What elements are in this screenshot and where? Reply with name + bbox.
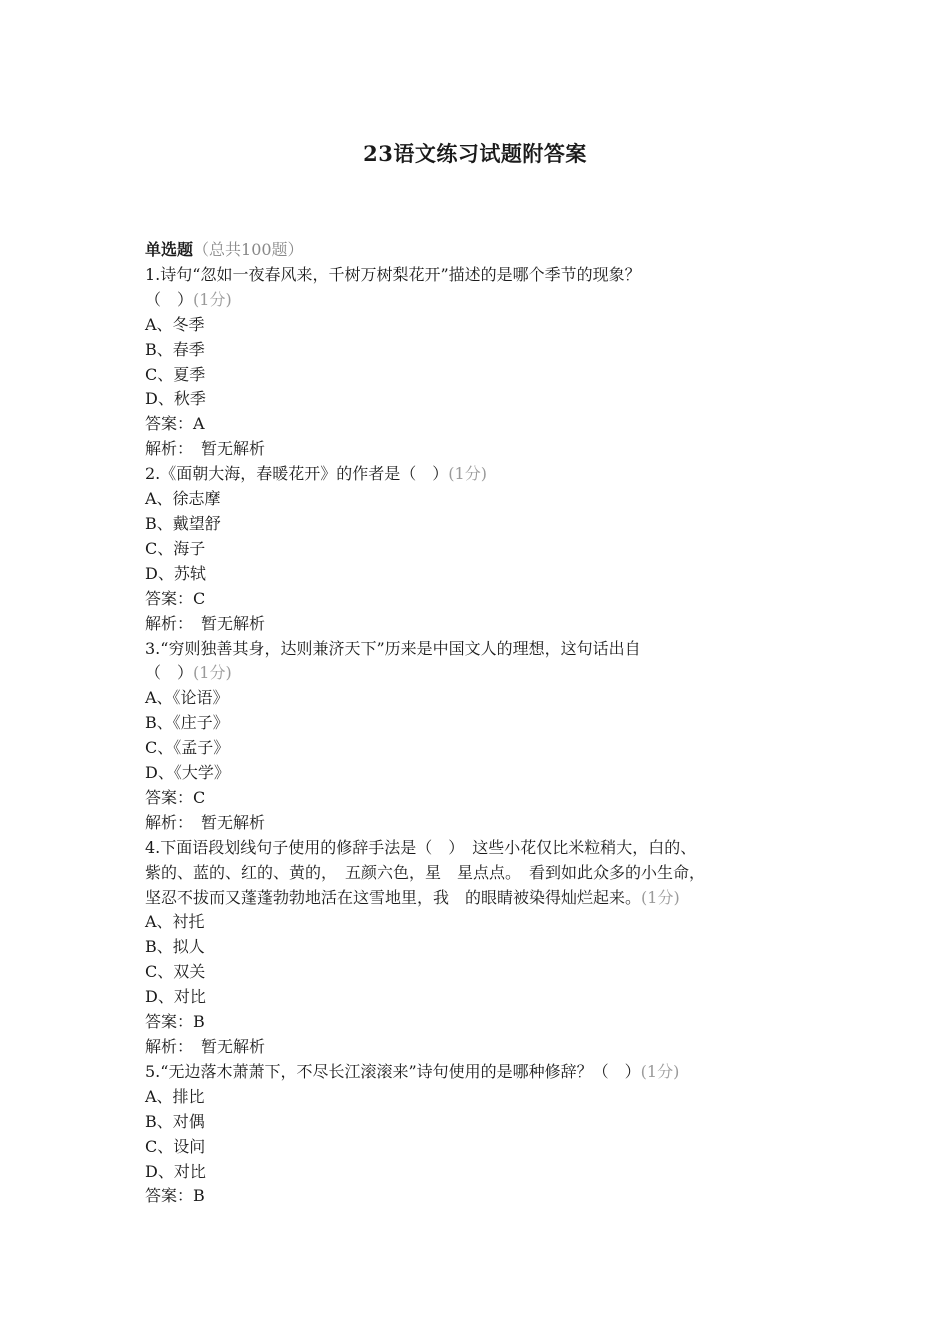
question-score: (1分) xyxy=(448,464,487,484)
option-d: D、对比 xyxy=(145,987,206,1007)
section-header xyxy=(145,238,810,263)
analysis: 解析： 暂无解析 xyxy=(145,1037,266,1056)
question-text: 1.诗句“忽如一夜春风来，千树万树梨花开”描述的是哪个季节的现象？ xyxy=(145,264,641,284)
question-score: (1分) xyxy=(193,663,232,683)
question-list xyxy=(145,238,810,1209)
option-a: A、徐志摩 xyxy=(145,489,221,509)
option-b: B、对偶 xyxy=(145,1111,205,1131)
section-count: （总共100题） xyxy=(193,240,304,259)
question-text: （ ） xyxy=(145,289,194,309)
question-text: 紫的、蓝的、红的、黄的， 五颜六色，星 星点点。 看到如此众多的小生命， xyxy=(145,862,706,882)
section-label: 单选题 xyxy=(145,240,194,259)
question-text: 3.“穷则独善其身，达则兼济天下”历来是中国文人的理想，这句话出自 xyxy=(145,638,641,658)
question-text: 5.“无边落木萧萧下，不尽长江滚滚来”诗句使用的是哪种修辞？（ ） xyxy=(145,1061,641,1081)
option-a: A、《论语》 xyxy=(145,688,229,708)
answer: 答案：C xyxy=(145,787,206,807)
page-title: 23语文练习试题附答案 xyxy=(363,141,587,166)
option-c: C、设问 xyxy=(145,1136,206,1156)
question-text: 2.《面朝大海，春暖花开》的作者是（ ） xyxy=(145,464,449,484)
question-5 xyxy=(145,1060,810,1209)
question-score: (1分) xyxy=(640,1061,680,1081)
option-a: A、衬托 xyxy=(145,912,205,932)
option-a: A、排比 xyxy=(145,1086,205,1106)
option-b: B、《庄子》 xyxy=(145,713,229,733)
question-score: (1分) xyxy=(641,887,680,907)
analysis: 解析： 暂无解析 xyxy=(145,613,266,633)
question-3 xyxy=(145,637,810,836)
question-text: 坚忍不拔而又蓬蓬勃勃地活在这雪地里，我 的眼睛被染得灿烂起来。 xyxy=(145,887,642,907)
question-score: (1分) xyxy=(193,289,232,309)
option-a: A、冬季 xyxy=(145,314,205,334)
option-b: B、戴望舒 xyxy=(145,513,221,533)
option-d: D、对比 xyxy=(145,1161,206,1181)
question-text: 4.下面语段划线句子使用的修辞手法是（ ） 这些小花仅比米粒稍大，白的、 xyxy=(145,837,697,857)
option-d: D、《大学》 xyxy=(145,763,230,783)
answer: 答案：B xyxy=(145,1186,205,1206)
option-c: C、夏季 xyxy=(145,364,206,384)
analysis: 解析： 暂无解析 xyxy=(145,439,266,459)
analysis: 解析： 暂无解析 xyxy=(145,812,266,832)
question-text: （ ） xyxy=(145,663,194,683)
option-d: D、秋季 xyxy=(145,389,206,409)
option-b: B、春季 xyxy=(145,339,205,359)
option-b: B、拟人 xyxy=(145,937,205,957)
answer: 答案：B xyxy=(145,1012,205,1032)
question-4 xyxy=(145,836,810,1060)
option-d: D、苏轼 xyxy=(145,563,206,583)
question-1 xyxy=(145,263,810,462)
question-2 xyxy=(145,462,810,636)
answer: 答案：C xyxy=(145,588,206,608)
option-c: C、海子 xyxy=(145,538,206,558)
answer: 答案：A xyxy=(145,414,205,434)
option-c: C、《孟子》 xyxy=(145,738,230,758)
option-c: C、双关 xyxy=(145,962,206,982)
